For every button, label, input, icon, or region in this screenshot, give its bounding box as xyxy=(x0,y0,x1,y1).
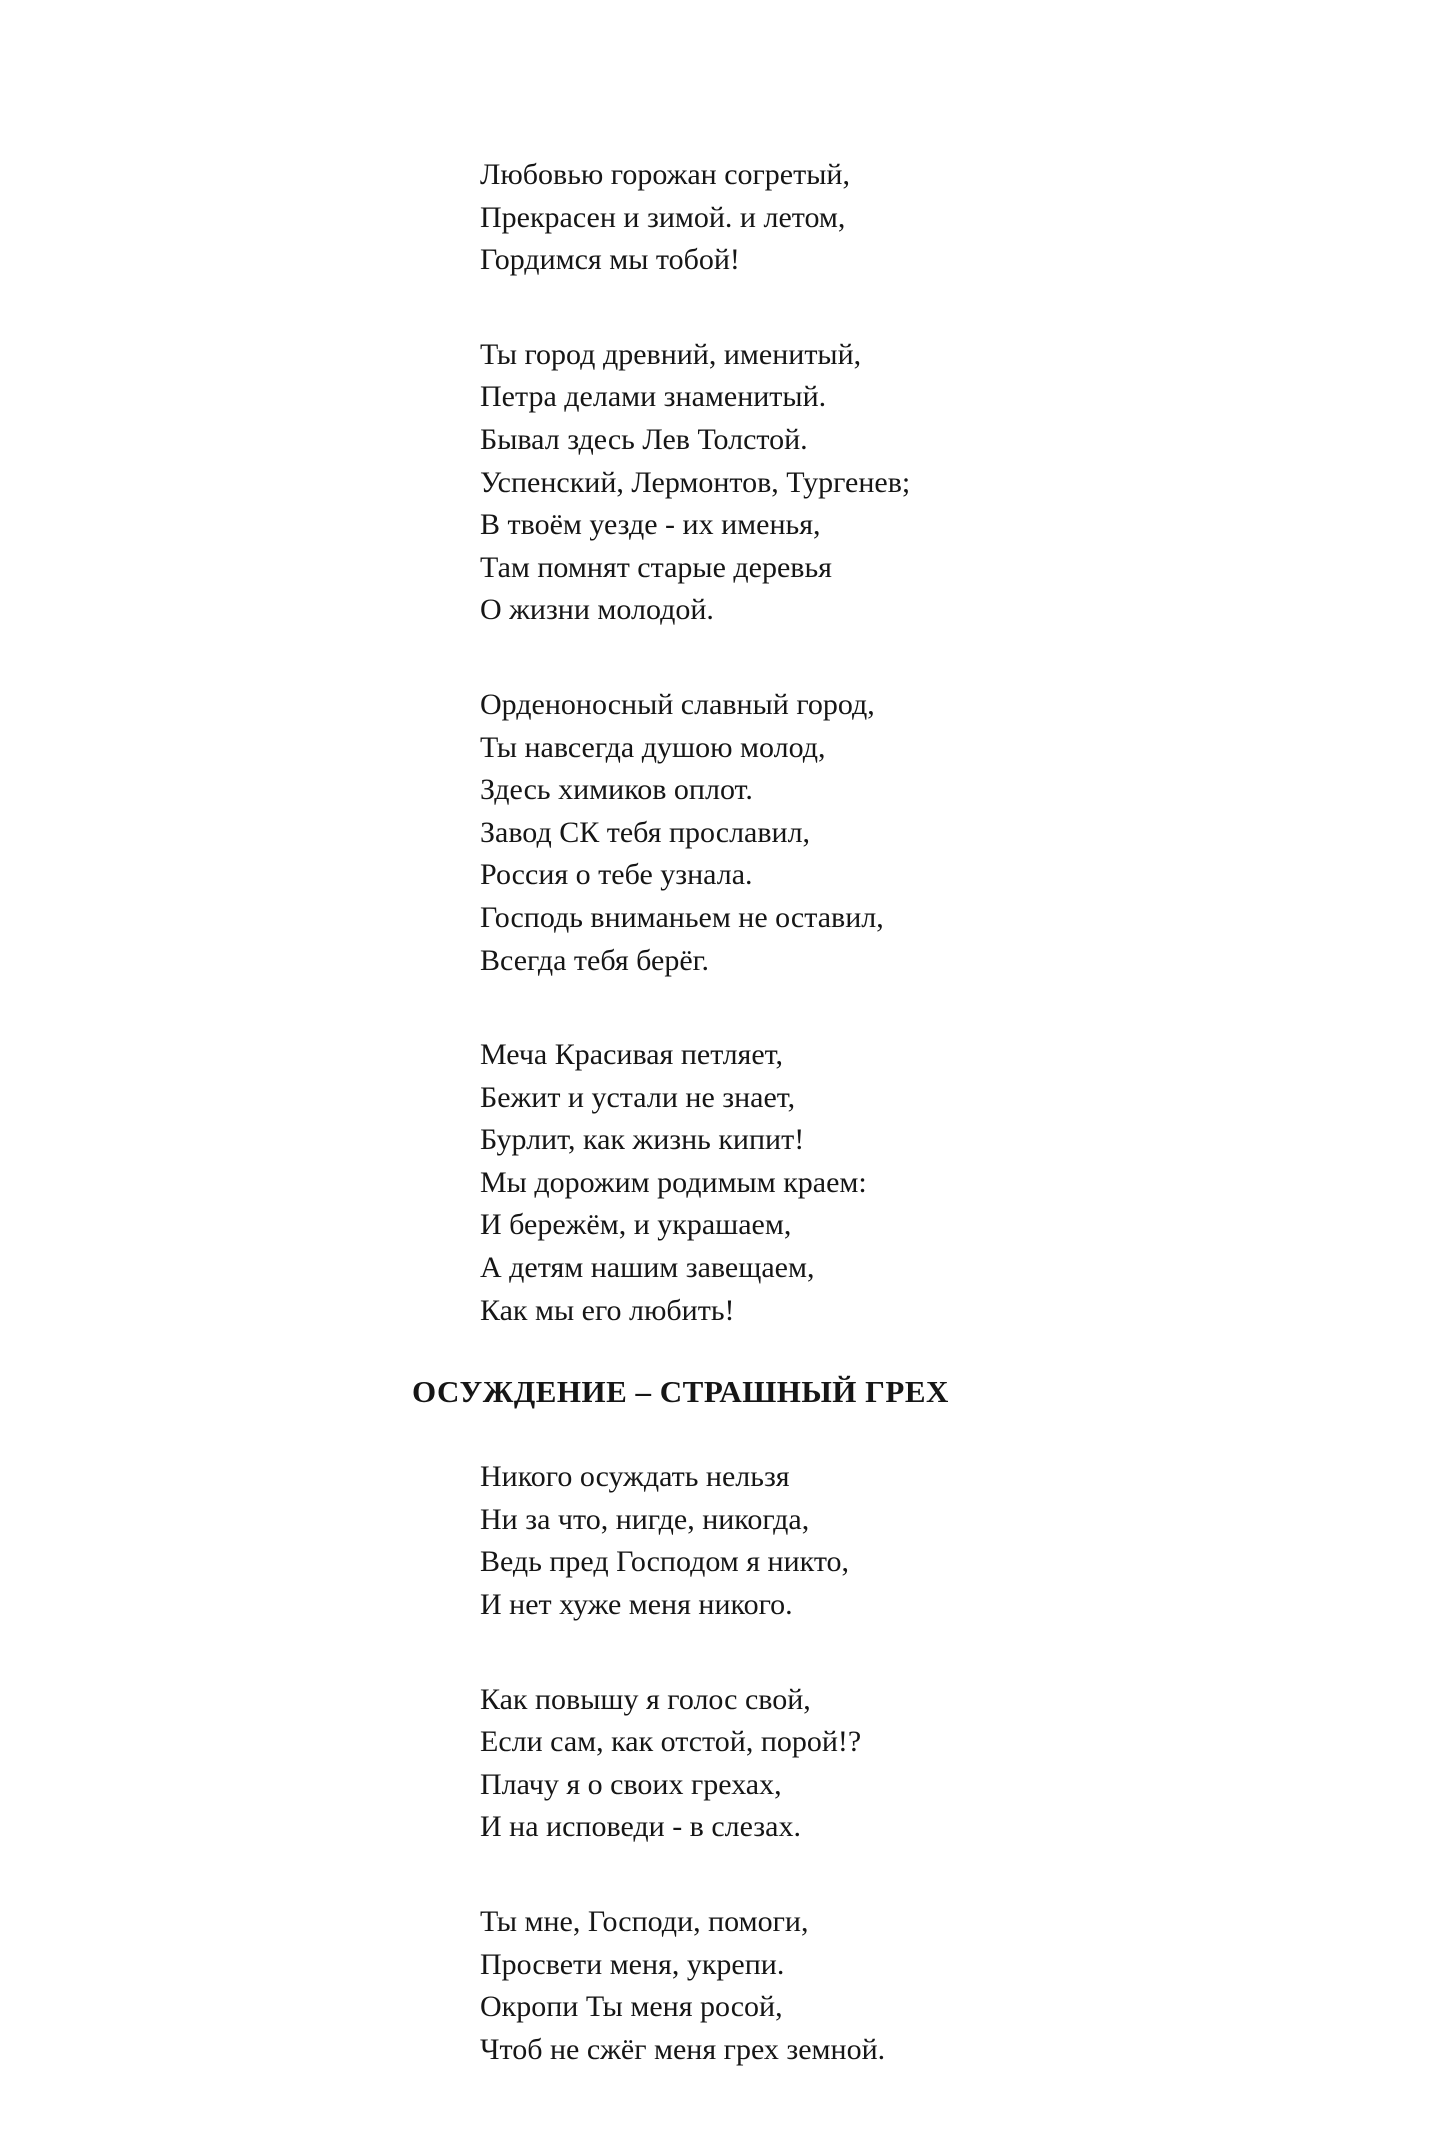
poem-line: И бережём, и украшаем, xyxy=(480,1208,792,1242)
poem-stanza xyxy=(180,684,1275,982)
poem-line: Ты навсегда душою молод, xyxy=(480,730,826,764)
poem-line: Всегда тебя берёг. xyxy=(480,943,710,977)
poem-stanza xyxy=(180,1456,1275,1626)
poem-line: В твоём уезде - их именья, xyxy=(480,508,821,542)
poem-stanza xyxy=(180,154,1275,282)
poem-stanza xyxy=(180,1901,1275,2071)
poem-line: Мы дорожим родимым краем: xyxy=(480,1165,867,1199)
poem-line: Бывал здесь Лев Толстой. xyxy=(480,422,808,456)
poem-line: Ни за что, нигде, никогда, xyxy=(480,1502,810,1536)
poem-line: Успенский, Лермонтов, Тургенев; xyxy=(480,465,911,499)
poem-line: Россия о тебе узнала. xyxy=(480,858,753,892)
poem-line: Гордимся мы тобой! xyxy=(480,243,740,277)
poem-stanza xyxy=(180,1679,1275,1849)
poem-line: Просвети меня, укрепи. xyxy=(480,1947,785,1981)
poem-line: И нет хуже меня никого. xyxy=(480,1588,793,1622)
poem-line: Чтоб не сжёг меня грех земной. xyxy=(480,2032,886,2066)
section-heading: ОСУЖДЕНИЕ – СТРАШНЫЙ ГРЕХ xyxy=(412,1374,949,1410)
poem-line: Прекрасен и зимой. и летом, xyxy=(480,200,846,234)
poem-line: Меча Красивая петляет, xyxy=(480,1038,784,1072)
poem-line: Как мы его любить! xyxy=(480,1293,735,1327)
poem-line: Ты мне, Господи, помоги, xyxy=(480,1905,809,1938)
poem-line: Никого осуждать нельзя xyxy=(480,1460,790,1494)
poem-line: А детям нашим завещаем, xyxy=(480,1251,815,1285)
poem-line: Ты город древний, именитый, xyxy=(480,337,862,371)
poem-line: Завод СК тебя прославил, xyxy=(480,815,811,849)
poem-line: О жизни молодой. xyxy=(480,593,714,627)
poem-line: Господь вниманьем не оставил, xyxy=(480,900,884,934)
poem-line: Как повышу я голос свой, xyxy=(480,1682,811,1716)
poem-line: Бурлит, как жизнь кипит! xyxy=(480,1123,805,1157)
document-body xyxy=(180,154,1275,2071)
poem-line: Любовью горожан согретый, xyxy=(480,158,850,191)
poem-line: Если сам, как отстой, порой!? xyxy=(480,1725,862,1759)
poem-stanza xyxy=(180,1034,1275,1332)
poem-stanza xyxy=(180,334,1275,632)
poem-line: Здесь химиков оплот. xyxy=(480,773,753,807)
poem-section xyxy=(180,1374,1275,2071)
poem-line: Бежит и устали не знает, xyxy=(480,1080,796,1114)
poem-line: Орденоносный славный город, xyxy=(480,687,875,721)
poem-line: И на исповеди - в слезах. xyxy=(480,1810,801,1844)
poem-line: Там помнят старые деревья xyxy=(480,550,832,584)
poem-section xyxy=(180,154,1275,1332)
poem-line: Ведь пред Господом я никто, xyxy=(480,1545,850,1579)
poem-line: Петра делами знаменитый. xyxy=(480,380,827,414)
poem-line: Окропи Ты меня росой, xyxy=(480,1990,783,2024)
poem-line: Плачу я о своих грехах, xyxy=(480,1767,782,1801)
